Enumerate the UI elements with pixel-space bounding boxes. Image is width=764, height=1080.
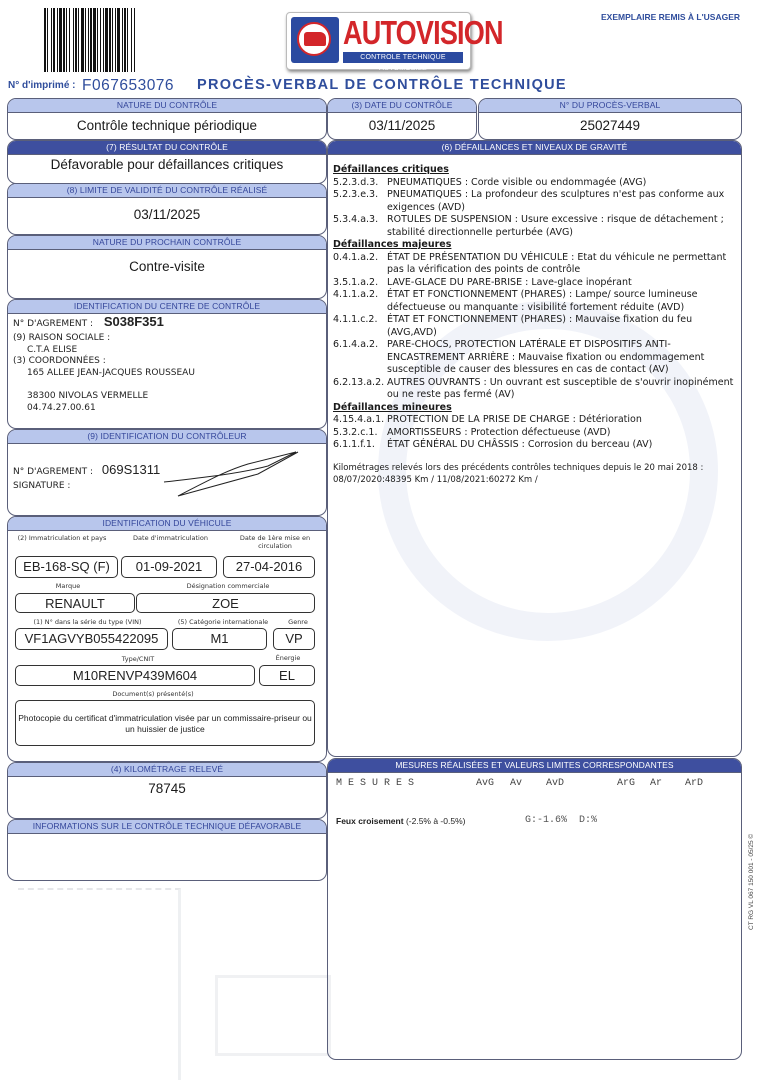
defaillance-text: PROTECTION DE LA PRISE DE CHARGE : Détérioration <box>387 414 642 425</box>
num-pv-value: 25027449 <box>579 118 641 133</box>
defaillance-text: ÉTAT DE PRÉSENTATION DU VÉHICULE : Etat du véhicule ne permettant pas la vérification des points de contrôle <box>387 251 727 275</box>
centre-label: IDENTIFICATION DU CENTRE DE CONTRÔLE <box>8 300 326 314</box>
defaillance-code: 5.3.2.c.1. <box>333 426 378 438</box>
marque-value: RENAULT <box>15 593 135 613</box>
type-cnit-label: Type/CNIT <box>121 655 155 663</box>
immat-label: (2) Immatriculation et pays <box>17 534 107 542</box>
date-circulation-label: Date de 1ère mise en circulation <box>239 534 311 550</box>
date-immat-value: 01-09-2021 <box>121 556 217 578</box>
genre-value: VP <box>273 628 315 650</box>
num-pv-panel <box>478 98 742 140</box>
date-controle-panel <box>327 98 477 140</box>
defaillance-code: 6.1.1.f.1. <box>333 439 375 450</box>
defaillance-code: 4.15.4.a.1. <box>333 414 385 425</box>
energie-value: EL <box>259 665 315 686</box>
km-history-value: 08/07/2020:48395 Km / 11/08/2021:60272 Km / <box>333 475 538 485</box>
vin-value: VF1AGVYB055422095 <box>15 628 168 650</box>
autovision-logo <box>286 12 503 72</box>
marque-label: Marque <box>55 582 81 590</box>
document-title: PROCÈS-VERBAL DE CONTRÔLE TECHNIQUE <box>197 77 567 93</box>
limite-validite-value: 03/11/2025 <box>133 207 201 222</box>
resultat-panel <box>7 140 327 184</box>
defaillance-item <box>333 252 735 277</box>
defaillance-item <box>333 339 735 377</box>
vin-label: (1) N° dans la série du type (VIN) <box>33 618 142 626</box>
centre-address-line2: 38300 NIVOLAS VERMELLE <box>27 391 149 401</box>
defaillance-item <box>333 377 735 402</box>
defaillance-text: PNEUMATIQUES : Corde visible ou endommagée (AVG) <box>387 176 647 188</box>
defaillance-text: AUTRES OUVRANTS : Un ouvrant est susceptible de s'ouvrir inopinément ou ne reste pas fermé (AV) <box>387 376 734 400</box>
defaillance-code: 5.3.4.a.3. <box>333 214 379 225</box>
defaillance-code: 3.5.1.a.2. <box>333 276 379 288</box>
col-ard: ArD <box>685 778 704 789</box>
defaillances-label: (6) DÉFAILLANCES ET NIVEAUX DE GRAVITÉ <box>328 141 741 155</box>
defaillance-item <box>333 427 735 440</box>
faint-stamp-box <box>215 975 331 1056</box>
defaillance-text: ÉTAT ET FONCTIONNEMENT (PHARES) : Lampe/ source lumineuse défectueuse ou manquante : visibilité fortement réduite (AVD) <box>387 289 698 313</box>
centre-panel <box>7 299 327 429</box>
controleur-label: (9) IDENTIFICATION DU CONTRÔLEUR <box>8 430 326 444</box>
genre-label: Genre <box>288 618 308 626</box>
centre-agrement-label: N° D'AGREMENT : <box>13 319 93 329</box>
documents-value: Photocopie du certificat d'immatriculation visée par un commissaire-priseur ou un huissier de justice <box>15 700 315 746</box>
defaillance-text: LAVE-GLACE DU PARE-BRISE : Lave-glace inopérant <box>387 276 632 288</box>
defaillance-text: PNEUMATIQUES : La profondeur des sculptures n'est pas conforme aux exigences (AVD) <box>387 189 725 213</box>
date-immat-label: Date d'immatriculation <box>133 534 208 542</box>
controleur-agrement-value: 069S1311 <box>101 462 161 477</box>
logo-name: AUTOVISION <box>343 14 503 51</box>
col-ar: Ar <box>650 778 663 789</box>
mesures-label: MESURES RÉALISÉES ET VALEURS LIMITES CORRESPONDANTES <box>328 759 741 773</box>
signature <box>158 444 308 504</box>
prochain-controle-label: NATURE DU PROCHAIN CONTRÔLE <box>8 236 326 250</box>
defaillance-code: 0.4.1.a.2. <box>333 251 379 263</box>
date-circulation-value: 27-04-2016 <box>223 556 315 578</box>
centre-address-line1: 165 ALLEE JEAN-JACQUES ROUSSEAU <box>27 367 195 378</box>
defaillance-category: Défaillances mineures <box>333 401 452 413</box>
mesure-name: Feux croisement <box>336 816 404 826</box>
defaillance-code: 5.2.3.d.3. <box>333 176 379 188</box>
defaillance-item <box>333 214 735 239</box>
signature-label: SIGNATURE : <box>13 481 71 491</box>
defaillance-text: ROTULES DE SUSPENSION : Usure excessive : risque de détachement ; stabilité directionnelle perturbée (AVG) <box>387 214 724 238</box>
km-history-title: Kilométrages relevés lors des précédents contrôles techniques depuis le 20 mai 2018 : <box>333 462 704 473</box>
logo-subtitle: CONTROLE TECHNIQUE AUTOMOBILE <box>343 52 463 63</box>
documents-label: Document(s) présenté(s) <box>112 690 194 698</box>
infos-defavorable-label: INFORMATIONS SUR LE CONTRÔLE TECHNIQUE DÉFAVORABLE <box>8 820 326 834</box>
raison-sociale-value: C.T.A ELISE <box>27 344 78 355</box>
nature-controle-panel <box>7 98 327 140</box>
copy-label: EXEMPLAIRE REMIS À L'USAGER <box>601 12 740 22</box>
col-avd: AvD <box>546 778 565 789</box>
date-controle-label: (3) DATE DU CONTRÔLE <box>328 99 476 113</box>
type-cnit-value: M10RENVP439M604 <box>15 665 255 686</box>
defaillance-item <box>333 189 735 214</box>
defaillance-item <box>333 414 735 427</box>
faint-stamp-mark <box>18 888 181 1080</box>
defaillance-code: 5.2.3.e.3. <box>333 189 379 200</box>
defaillance-code: 4.1.1.c.2. <box>333 314 378 325</box>
energie-label: Énergie <box>275 654 301 662</box>
vehicule-label: IDENTIFICATION DU VÉHICULE <box>8 517 326 531</box>
date-controle-value: 03/11/2025 <box>368 118 436 133</box>
imprime-number: F067653076 <box>82 77 175 94</box>
vehicule-panel <box>7 516 327 762</box>
defaillances-list <box>333 164 735 487</box>
raison-sociale-label: (9) RAISON SOCIALE : <box>13 333 111 343</box>
car-magnifier-icon <box>291 17 339 63</box>
kilometrage-label: (4) KILOMÉTRAGE RELEVÉ <box>8 763 326 777</box>
defaillance-text: PARE-CHOCS, PROTECTION LATÉRALE ET DISPOSITIFS ANTI-ENCASTREMENT ARRIÈRE : Mauvaise fixation ou endommagement susceptible de causer des blessures en cas de contact (AV) <box>387 339 705 375</box>
nature-controle-label: NATURE DU CONTRÔLE <box>8 99 326 113</box>
defaillance-category: Défaillances majeures <box>333 239 452 250</box>
limite-validite-label: (8) LIMITE DE VALIDITÉ DU CONTRÔLE RÉALISÉ <box>8 184 326 198</box>
prochain-controle-panel <box>7 235 327 299</box>
resultat-label: (7) RÉSULTAT DU CONTRÔLE <box>8 141 326 155</box>
col-av: Av <box>510 778 523 789</box>
defaillance-item <box>333 289 735 314</box>
mesures-header: M E S U R E S <box>336 778 415 789</box>
mesure-limits: (-2.5% à -0.5%) <box>405 816 466 826</box>
col-arg: ArG <box>617 778 636 789</box>
form-reference: CT RG VL 067 150 001 - 05/25 © <box>748 833 755 930</box>
mesure-values: G:-1.6% D:% <box>525 815 598 826</box>
coordonnees-label: (3) COORDONNÉES : <box>13 356 106 366</box>
imprime-label: N° d'imprimé : <box>8 80 76 91</box>
designation-label: Désignation commerciale <box>186 582 270 590</box>
num-pv-label: N° DU PROCÈS-VERBAL <box>479 99 741 113</box>
defaillance-category: Défaillances critiques <box>333 164 449 175</box>
infos-defavorable-panel <box>7 819 327 881</box>
defaillances-panel <box>327 140 742 757</box>
kilometrage-value: 78745 <box>148 781 186 796</box>
controleur-agrement-label: N° D'AGREMENT : <box>13 467 93 477</box>
defaillance-text: ÉTAT GÉNÉRAL DU CHÂSSIS : Corrosion du berceau (AV) <box>387 439 653 450</box>
defaillance-item <box>333 177 735 190</box>
prochain-controle-value: Contre-visite <box>129 259 205 274</box>
nature-controle-value: Contrôle technique périodique <box>76 118 258 133</box>
limite-validite-panel <box>7 183 327 235</box>
controleur-panel <box>7 429 327 516</box>
defaillance-text: ÉTAT ET FONCTIONNEMENT (PHARES) : Mauvaise fixation du feu (AVG,AVD) <box>387 314 693 338</box>
defaillance-item <box>333 314 735 339</box>
designation-value: ZOE <box>136 593 315 613</box>
barcode <box>44 8 201 72</box>
categorie-value: M1 <box>172 628 267 650</box>
defaillance-code: 4.1.1.a.2. <box>333 289 379 300</box>
col-avg: AvG <box>476 778 495 789</box>
defaillance-item <box>333 277 735 290</box>
mesures-panel <box>327 758 742 1060</box>
kilometrage-panel <box>7 762 327 819</box>
resultat-value: Défavorable pour défaillances critiques <box>50 157 284 172</box>
categorie-label: (5) Catégorie internationale <box>177 618 269 626</box>
defaillance-item <box>333 439 735 452</box>
mesure-row <box>336 816 465 826</box>
defaillance-code: 6.2.13.a.2. <box>333 376 385 388</box>
defaillance-code: 6.1.4.a.2. <box>333 339 379 350</box>
centre-agrement-value: S038F351 <box>103 314 164 329</box>
immat-value: EB-168-SQ (F) <box>15 556 118 578</box>
barcode-bar <box>135 8 136 72</box>
defaillance-text: AMORTISSEURS : Protection défectueuse (AVD) <box>387 426 611 438</box>
centre-phone: 04.74.27.00.61 <box>27 402 96 413</box>
